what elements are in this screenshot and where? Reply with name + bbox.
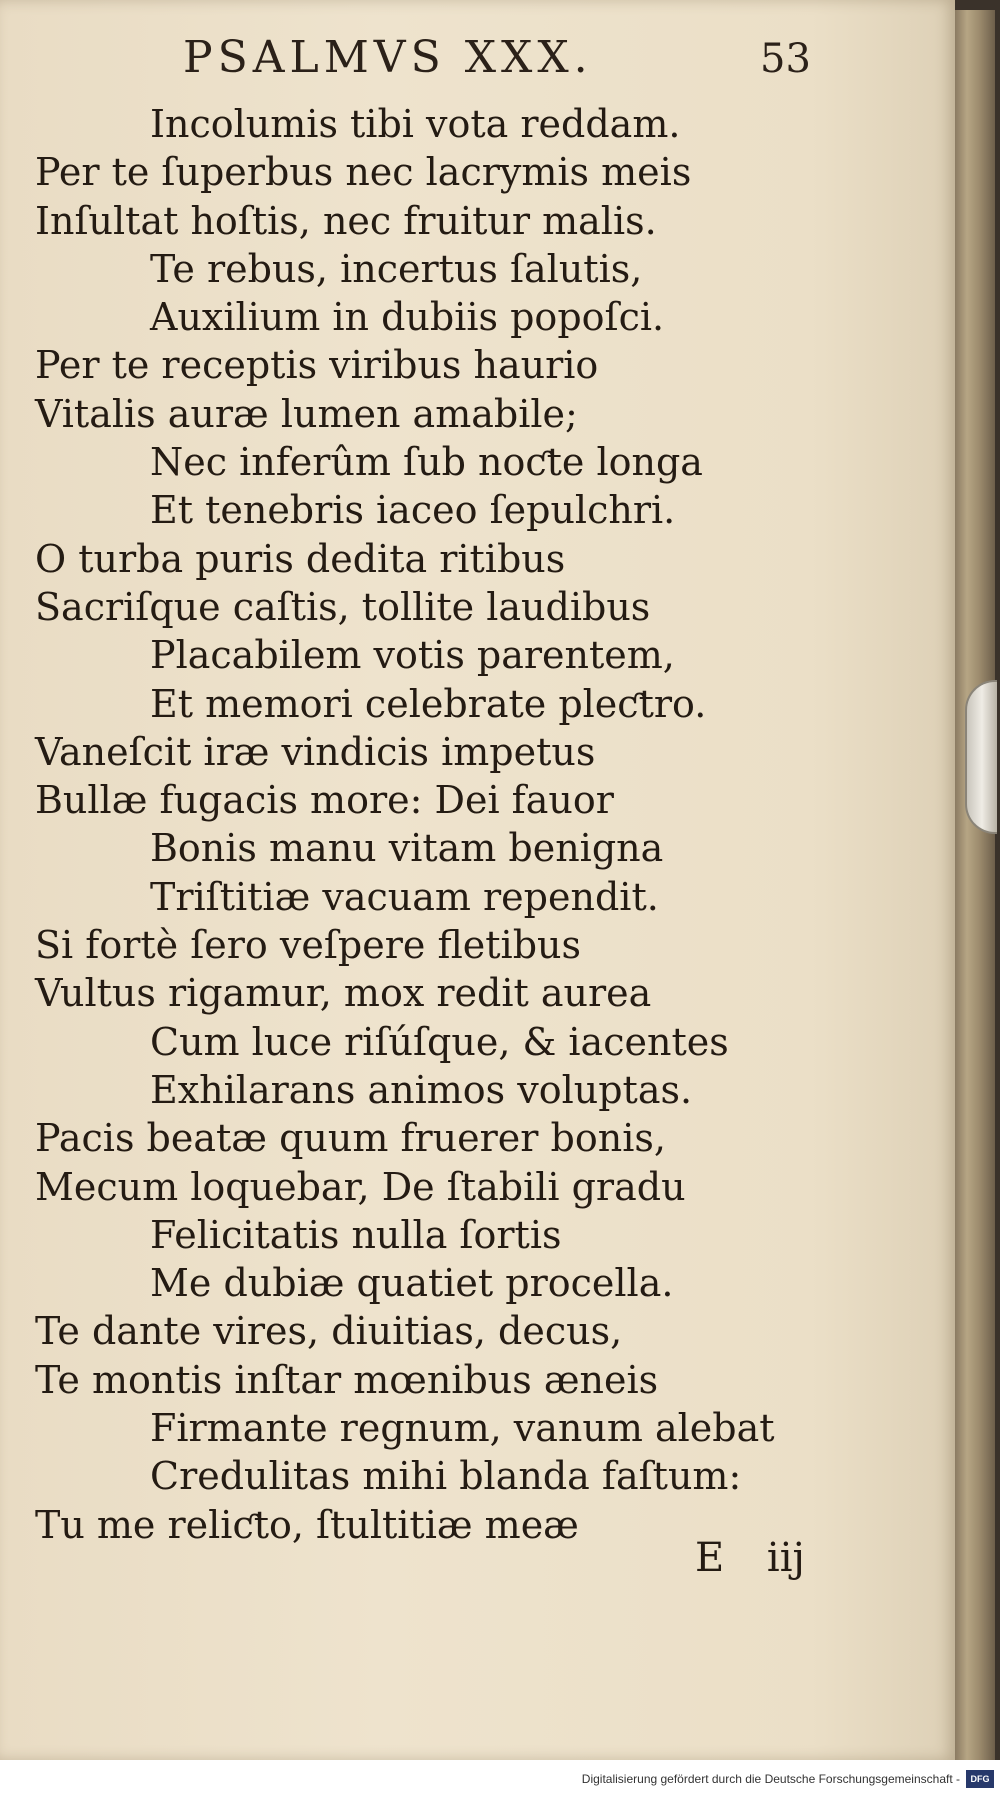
verse-line: Sacriſque caſtis, tollite laudibus <box>35 584 651 629</box>
verse-line: Cum luce riſúſque, & iacentes <box>150 1019 729 1064</box>
verse-line: Te dante vires, diuitias, decus, <box>35 1309 623 1354</box>
verse-line: Incolumis tibi vota reddam. <box>150 102 681 146</box>
verse-line: Firmante regnum, vanum alebat <box>150 1406 775 1451</box>
page-clip <box>965 680 997 834</box>
verse-line: Placabilem votis parentem, <box>150 633 675 678</box>
verse-line: Exhilarans animos voluptas. <box>150 1067 693 1112</box>
verse-line: O turba puris dedita ritibus <box>35 536 566 581</box>
footer-bar <box>0 1760 1000 1802</box>
verse-line: Et memori celebrate pleƈtro. <box>150 681 707 726</box>
verse-line: Bonis manu vitam benigna <box>150 826 664 871</box>
dfg-logo: DFG <box>966 1770 994 1788</box>
page-edge <box>955 10 995 1760</box>
verse-line: Felicitatis nulla ſortis <box>150 1212 562 1257</box>
verse-line: Si fortè ſero veſpere fletibus <box>35 923 582 968</box>
verse-line: Auxilium in dubiis popoſci. <box>150 295 665 340</box>
verse-line: Inſultat hoſtis, nec fruitur malis. <box>35 198 657 243</box>
verse-line: Credulitas mihi blanda faſtum: <box>150 1454 742 1499</box>
verse-line: Vitalis auræ lumen amabile; <box>35 391 578 436</box>
verse-line: Mecum loquebar, De ſtabili gradu <box>35 1164 686 1209</box>
verse-line: Per te ſuperbus nec lacrymis meis <box>35 150 692 195</box>
verse-line: Per te receptis viribus haurio <box>35 343 599 388</box>
verse-line: Te rebus, incertus ſalutis, <box>150 246 643 291</box>
funding-credit: Digitalisierung gefördert durch die Deutsche Forschungsgemeinschaft - <box>581 1772 960 1786</box>
page-title: PSALMVS XXX. <box>183 32 593 83</box>
verse-line: Te montis inſtar mœnibus æneis <box>35 1357 659 1402</box>
verse-line: Vaneſcit iræ vindicis impetus <box>35 729 596 774</box>
verse-line: Me dubiæ quatiet procella. <box>150 1261 674 1306</box>
psalm-text <box>0 100 955 1549</box>
signature-mark: E iij <box>695 1535 805 1581</box>
page-number: 53 <box>760 36 811 82</box>
verse-line: Vultus rigamur, mox redit aurea <box>35 971 652 1016</box>
running-head <box>0 22 955 82</box>
verse-line: Nec inferûm ſub noƈte longa <box>150 440 703 485</box>
verse-line: Triſtitiæ vacuam rependit. <box>150 874 659 919</box>
verse-line: Bullæ fugacis more: Dei fauor <box>35 778 614 823</box>
verse-line: Tu me reliƈto, ſtultitiæ meæ <box>35 1502 579 1547</box>
verse-line: Et tenebris iaceo ſepulchri. <box>150 488 676 533</box>
verse-line: Pacis beatæ quum fruerer bonis, <box>35 1116 666 1161</box>
